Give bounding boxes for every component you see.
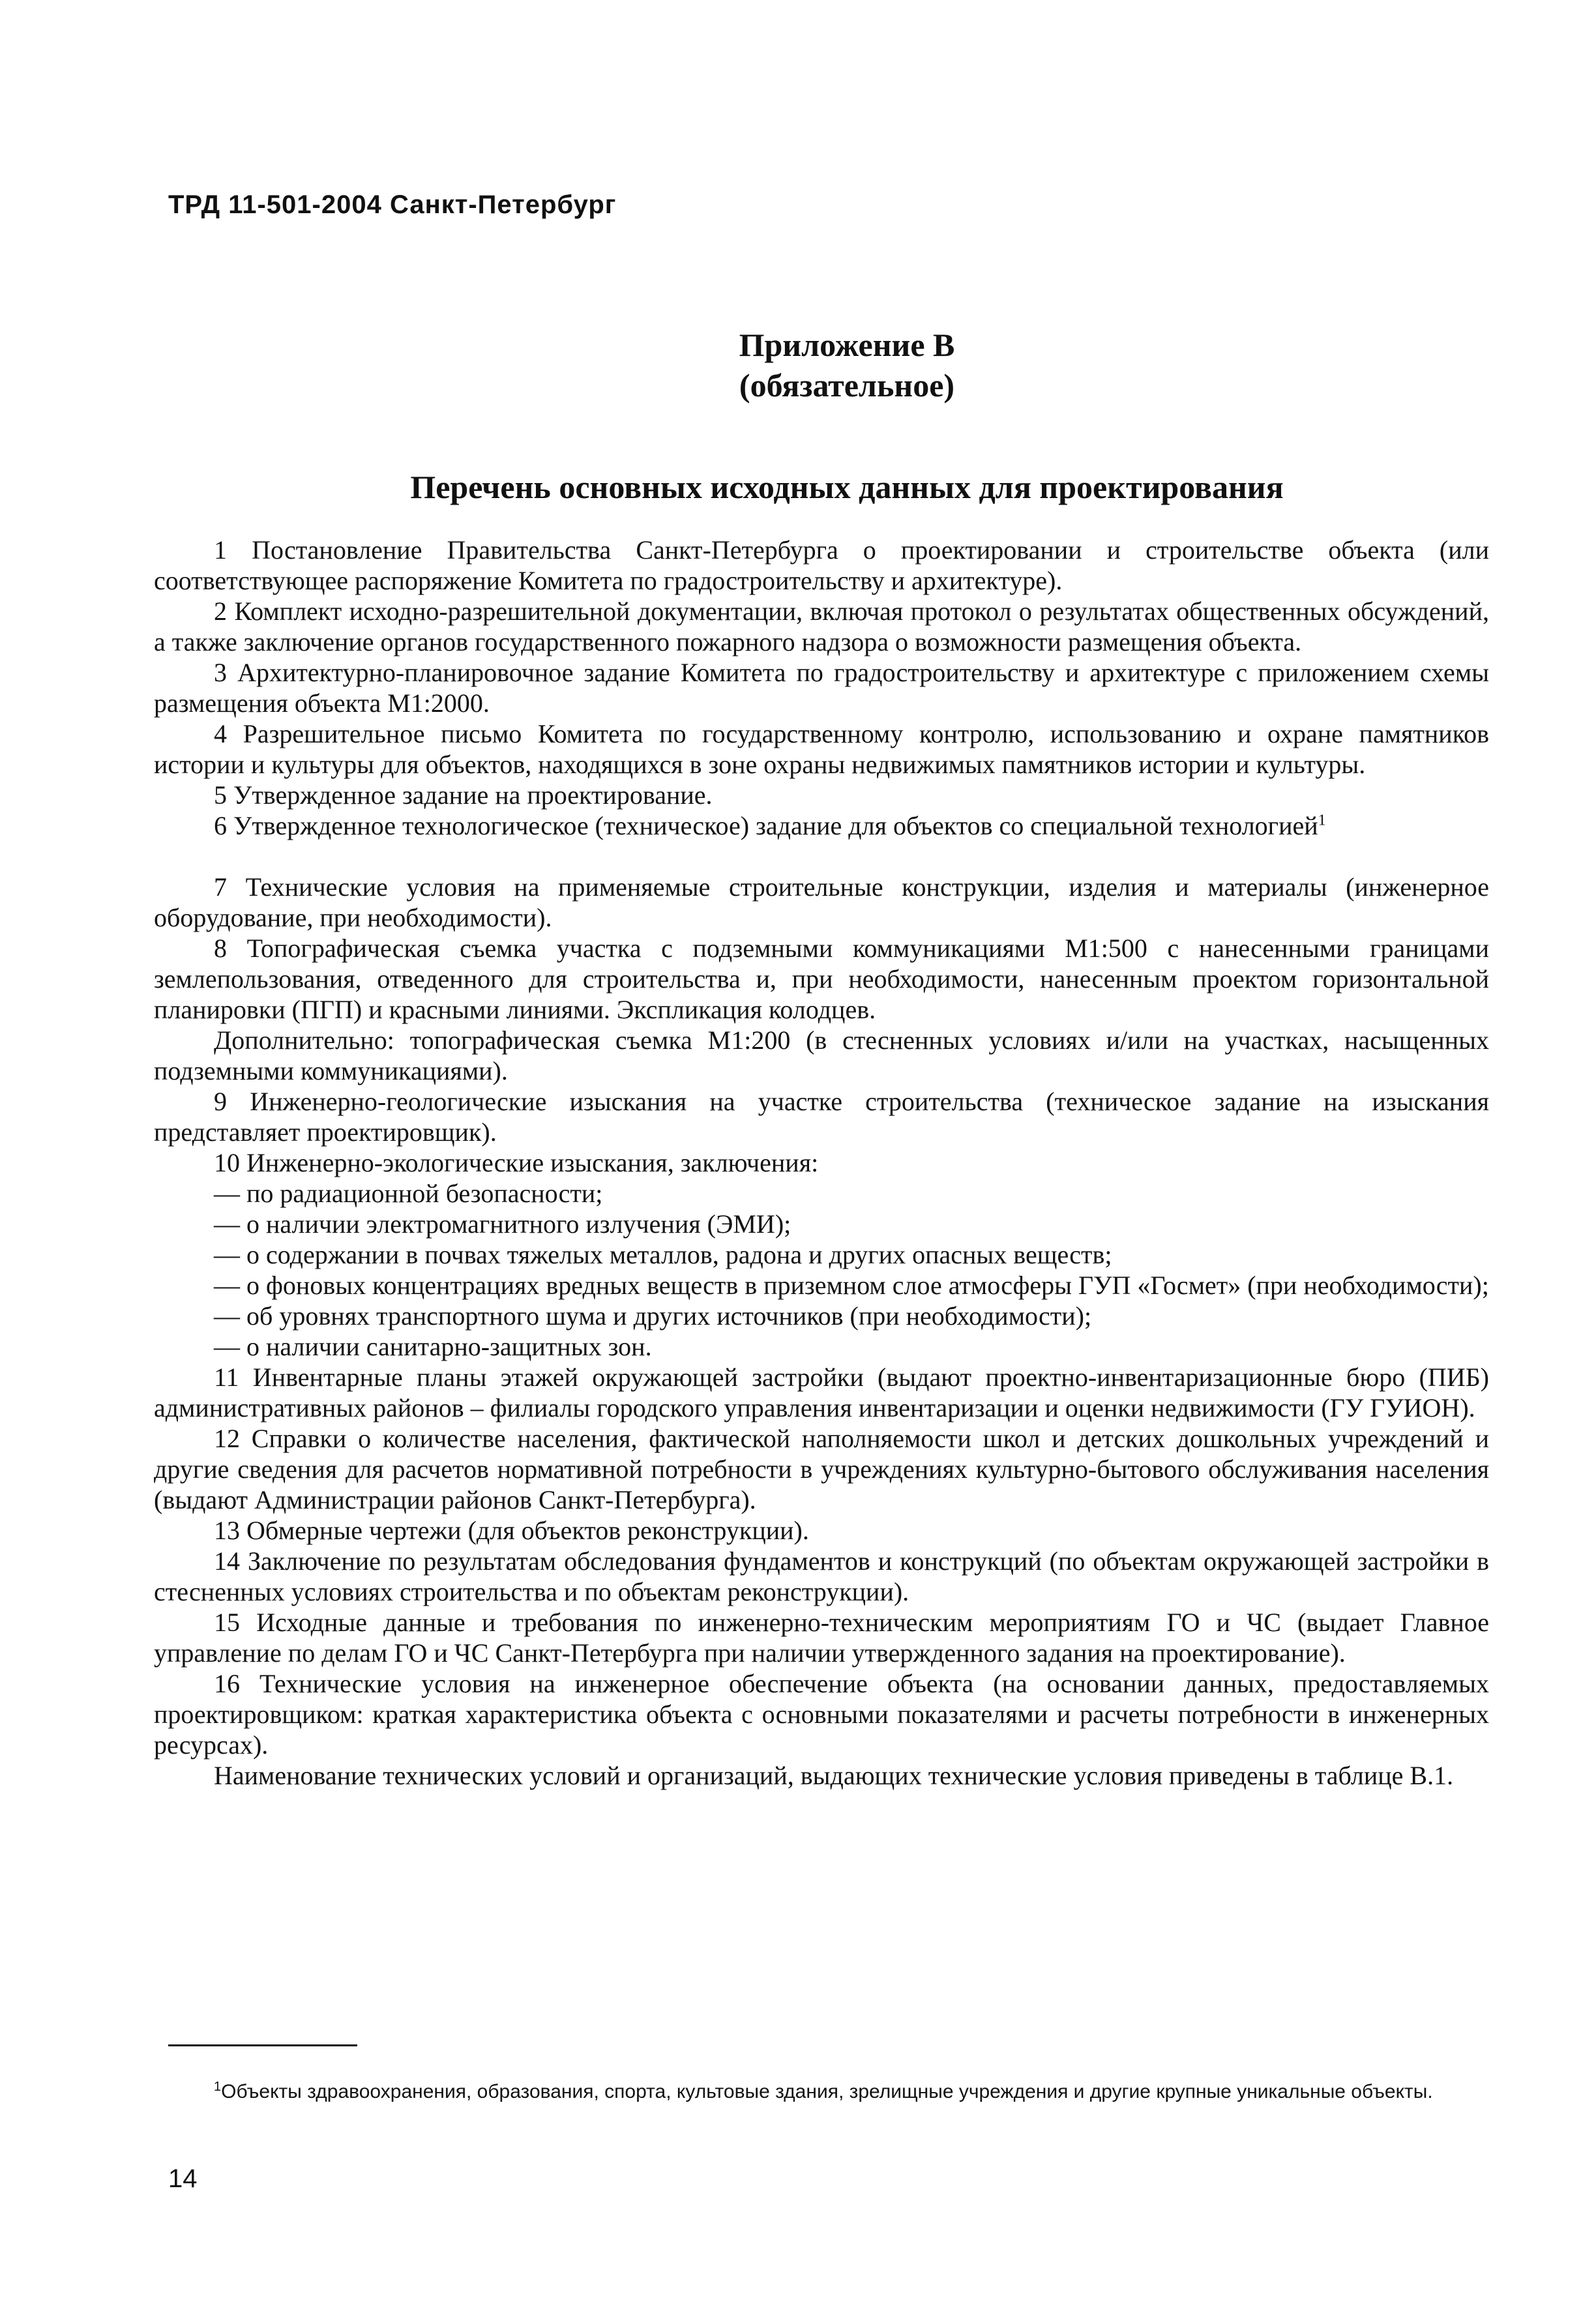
list-item-4: 4 Разрешительное письмо Комитета по государственному контролю, использованию и охране памятников истории и культуры для объектов, находящихся в зоне охраны недвижимых памятников истории и культуры.: [154, 719, 1489, 779]
footnote-divider: [168, 2044, 357, 2046]
list-item-1: 1 Постановление Правительства Санкт-Петербурга о проектировании и строительстве объекта (или соответствующее распоряжение Комитета по градостроительству и архитектуре).: [154, 535, 1489, 595]
list-item-6-text: 6 Утвержденное технологическое (техническое) задание для объектов со специальной технологией: [214, 811, 1318, 840]
list-item-8: 8 Топографическая съемка участка с подземными коммуникациями М1:500 с нанесенными границами землепользования, отведенного для строительства и, при необходимости, нанесенным проектом горизонтальной планировки (ПГП) и красными линиями. Экспликация колодцев.: [154, 934, 1489, 1024]
list-item-2: 2 Комплект исходно-разрешительной документации, включая протокол о результатах общественных обсуждений, а также заключение органов государственного пожарного надзора о возможности размещения объекта.: [154, 597, 1489, 656]
body-text: [154, 535, 1489, 1791]
list-item-14: 14 Заключение по результатам обследования фундаментов и конструкций (по объектам окружающей застройки в стесненных условиях строительства и по объектам реконструкции).: [154, 1546, 1489, 1606]
closing-paragraph: Наименование технических условий и организаций, выдающих технические условия приведены в таблице В.1.: [214, 1761, 1454, 1790]
list-item-10-sub: — о наличии электромагнитного излучения (ЭМИ);: [214, 1209, 791, 1239]
annex-status: (обязательное): [739, 367, 955, 404]
list-item-3: 3 Архитектурно-планировочное задание Комитета по градостроительству и архитектуре с приложением схемы размещения объекта М1:2000.: [154, 658, 1489, 718]
list-item-13: 13 Обмерные чертежи (для объектов реконструкции).: [214, 1516, 809, 1545]
list-item-6: [154, 810, 1489, 841]
list-item-10-sub: — по радиационной безопасности;: [214, 1179, 603, 1208]
list-item-9: 9 Инженерно-геологические изыскания на участке строительства (техническое задание на изыскания представляет проектировщик).: [154, 1087, 1489, 1147]
list-item-10: 10 Инженерно-экологические изыскания, заключения:: [214, 1148, 819, 1177]
running-header: ТРД 11-501-2004 Санкт-Петербург: [168, 190, 617, 219]
annex-title: Приложение В: [739, 327, 955, 363]
footnote-mark: 1: [214, 2080, 222, 2094]
list-item-7: 7 Технические условия на применяемые строительные конструкции, изделия и материалы (инженерное оборудование, при необходимости).: [154, 872, 1489, 932]
list-item-16: 16 Технические условия на инженерное обеспечение объекта (на основании данных, предоставляемых проектировщиком: краткая характеристика объекта с основными показателями и расчеты потребности в инженерных ресурсах).: [154, 1669, 1489, 1760]
annex-heading: [0, 325, 1596, 405]
footnote: [154, 2078, 1484, 2106]
list-item-15: 15 Исходные данные и требования по инженерно-техническим мероприятиям ГО и ЧС (выдает Главное управление по делам ГО и ЧС Санкт-Петербурга при наличии утвержденного задания на проектирование).: [154, 1608, 1489, 1668]
list-item-8-extra: Дополнительно: топографическая съемка М1:200 (в стесненных условиях и/или на участках, насыщенных подземными коммуникациями).: [154, 1025, 1489, 1085]
list-title: Перечень основных исходных данных для проектирования: [410, 469, 1284, 505]
footnote-reference: 1: [1318, 812, 1326, 829]
list-item-10-sub: — об уровнях транспортного шума и других источников (при необходимости);: [214, 1301, 1092, 1331]
list-item-10-sub: — о фоновых концентрациях вредных веществ в приземном слое атмосферы ГУП «Госмет» (при необходимости);: [214, 1271, 1489, 1300]
list-item-10-sub: — о наличии санитарно-защитных зон.: [214, 1332, 652, 1361]
page-number: 14: [168, 2164, 198, 2193]
list-item-12: 12 Справки о количестве населения, фактической наполняемости школ и детских дошкольных учреждений и другие сведения для расчетов нормативной потребности в учреждениях культурно-бытового обслуживания населения (выдают Администрации районов Санкт-Петербурга).: [154, 1424, 1489, 1514]
list-item-10-sub: — о содержании в почвах тяжелых металлов, радона и других опасных веществ;: [214, 1240, 1112, 1269]
list-item-5: 5 Утвержденное задание на проектирование.: [214, 780, 713, 810]
list-item-11: 11 Инвентарные планы этажей окружающей застройки (выдают проектно-инвентаризационные бюро (ПИБ) административных районов – филиалы городского управления инвентаризации и оценки недвижимости (ГУ ГУИОН).: [154, 1363, 1489, 1422]
footnote-text: Объекты здравоохранения, образования, спорта, культовые здания, зрелищные учреждения и другие крупные уникальные объекты.: [221, 2081, 1433, 2102]
